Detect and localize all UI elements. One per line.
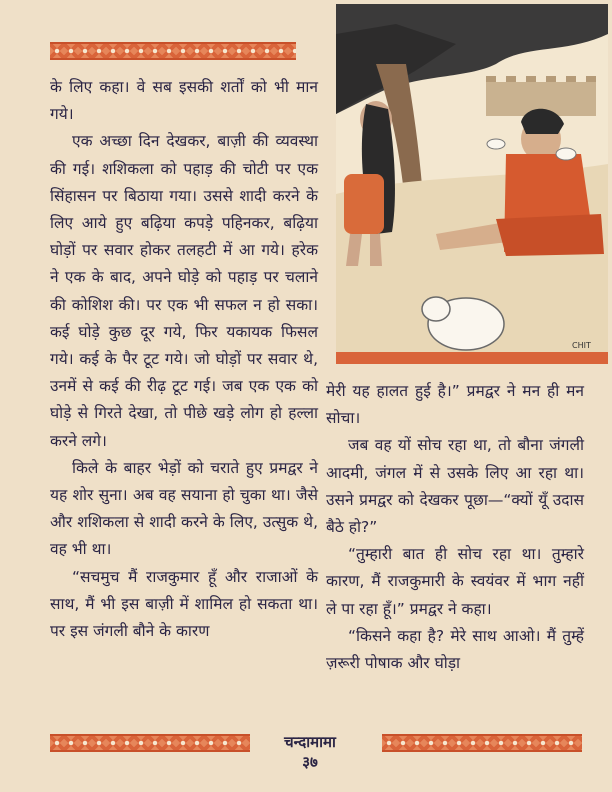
paragraph-3: किले के बाहर भेड़ों को चराते हुए प्रमद्वर ने यह शोर सुना। अब वह सयाना हो चुका था। जैसे और शशिकला से शादी करने के लिए, उत्सुक थे, वह भी था। (50, 458, 318, 559)
paragraph-5: मेरी यह हालत हुई है।” प्रमद्वर ने मन ही मन सोचा। (326, 382, 584, 428)
top-left-decorative-border (50, 42, 296, 60)
bottom-right-decorative-border (382, 734, 582, 752)
right-text-column (326, 378, 584, 677)
paragraph-2: एक अच्छा दिन देखकर, बाज़ी की व्यवस्था की गई। शशिकला को पहाड़ की चोटी पर एक सिंहासन पर बिठाया गया। उससे शादी करने के लिए आये हुए बढ़िया कपड़े पहिनकर, बढ़िया घोड़ों पर सवार होकर तलहटी में आ गये। हरेक ने एक के बाद, अपने घोड़े को पहाड़ पर चलाने की कोशिश की। पर एक भी सफल न हो सका। कई घोड़े कुछ दूर गये, फिर यकायक फिसल गये। कई के पैर टूट गये। जो घोड़ों पर सवार थे, उनमें से कई की रीढ़ टूट गई। जब एक एक को घोड़े से गिरते देखा, तो पीछे खड़े लोग हो हल्ला करने लगे। (50, 132, 318, 450)
paragraph-1: के लिए कहा। वे सब इसकी शर्तों को भी मान गये। (50, 78, 318, 124)
artist-signature: CHIT (572, 341, 591, 350)
paragraph-6: जब वह यों सोच रहा था, तो बौना जंगली आदमी, जंगल में से उसके लिए आ रहा था। उसने प्रमद्वर को देखकर पूछा—“क्यों यूँ उदास बैठे हो?” (326, 436, 584, 537)
page-number: ३७ (302, 753, 318, 771)
bottom-left-decorative-border (50, 734, 250, 752)
paragraph-4: “सचमुच मैं राजकुमार हूँ और राजाओं के साथ, मैं भी इस बाज़ी में शामिल हो सकता था। पर इस जंगली बौने के कारण (50, 567, 318, 641)
story-illustration (336, 4, 608, 364)
left-text-column (50, 74, 318, 645)
magazine-title: चन्दामामा (284, 733, 336, 751)
paragraph-7: “तुम्हारी बात ही सोच रहा था। तुम्हारे कारण, मैं राजकुमारी के स्वयंवर में भाग नहीं ले पा रहा हूँ।” प्रमद्वर ने कहा। (326, 545, 584, 618)
paragraph-8: “किसने कहा है? मेरे साथ आओ। मैं तुम्हें ज़रूरी पोषाक और घोड़ा (326, 626, 584, 673)
